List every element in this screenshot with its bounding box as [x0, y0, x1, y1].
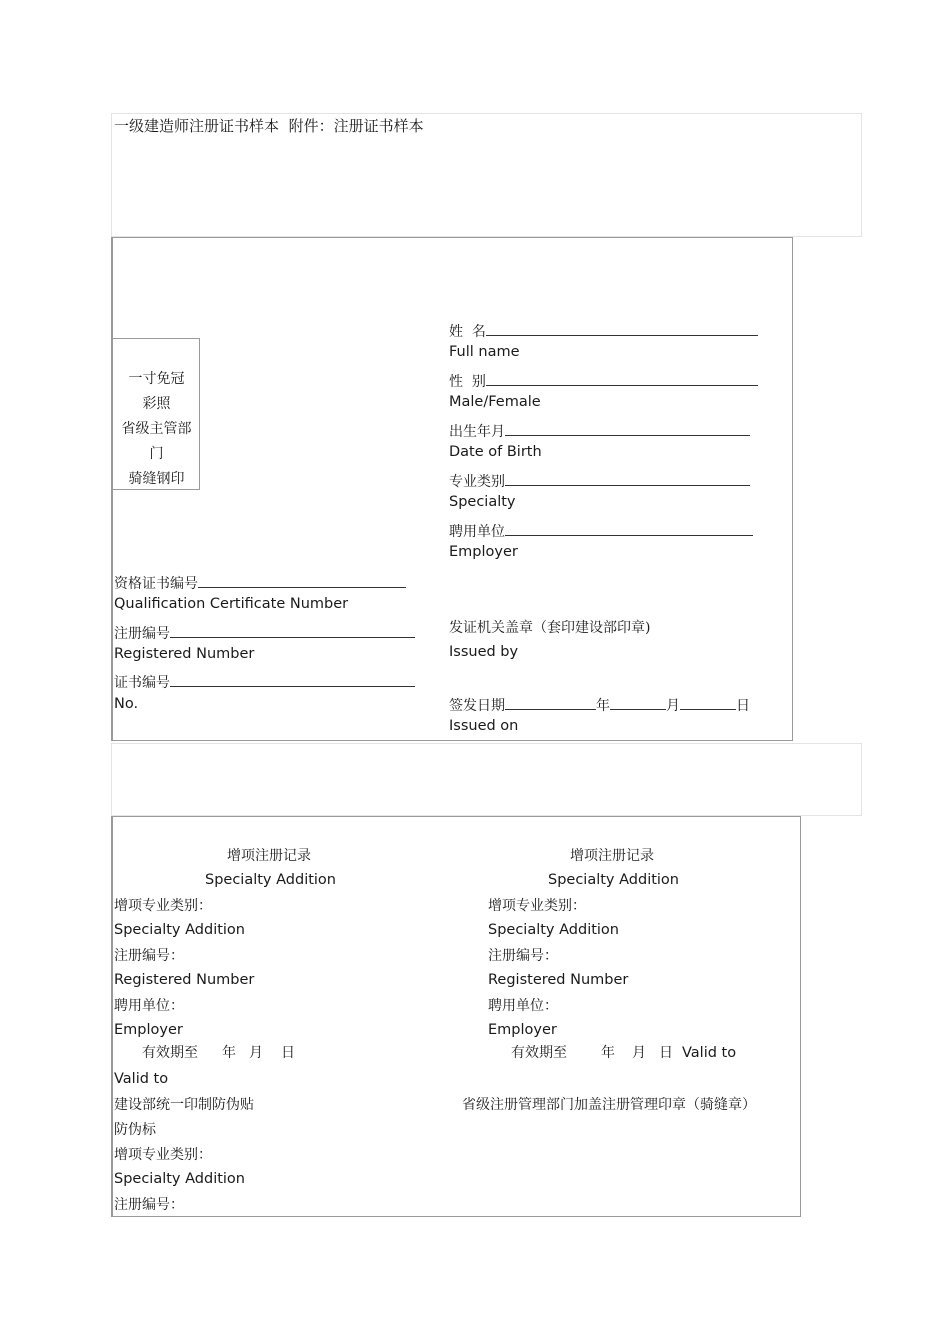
- separator-frame: [111, 743, 862, 816]
- addition-right-valid-en: Valid to: [682, 1045, 737, 1061]
- addition-right-month: 月: [632, 1045, 646, 1061]
- field-specialty-line: [505, 471, 750, 486]
- addition-left-regnum-cn: 注册编号：: [114, 948, 184, 964]
- addition-left-day: 日: [281, 1045, 295, 1061]
- issued-by-en: Issued by: [449, 644, 519, 660]
- photo-line-5: 骑缝钢印: [128, 471, 185, 487]
- field-qualification-line: [198, 573, 406, 588]
- addition-left-employer-en: Employer: [114, 1022, 183, 1038]
- issued-on-cn: [449, 695, 750, 713]
- field-name-en: Full name: [449, 344, 520, 360]
- field-sex-line: [486, 371, 758, 386]
- addition-left-specialty-en: Specialty Addition: [114, 922, 245, 938]
- addition-right-heading-cn: 增项注册记录: [570, 848, 654, 864]
- field-name-label: 姓 名: [449, 324, 486, 340]
- addition-left-regnum2-cn: 注册编号：: [114, 1197, 184, 1213]
- addition-right-specialty-en: Specialty Addition: [488, 922, 619, 938]
- addition-right-heading-en: Specialty Addition: [548, 872, 679, 888]
- field-employer-line: [505, 521, 753, 536]
- field-qualification-label: 资格证书编号: [114, 576, 198, 592]
- issued-on-label: 签发日期: [449, 698, 505, 714]
- addition-right-regnum-en: Registered Number: [488, 972, 629, 988]
- photo-box: [113, 338, 200, 490]
- addition-left-month: 月: [249, 1045, 263, 1061]
- issued-month-label: 月: [666, 698, 680, 714]
- addition-right-seal-cn: 省级注册管理部门加盖注册管理印章（骑缝章）: [462, 1097, 756, 1113]
- field-regnum-line: [170, 623, 415, 638]
- issued-on-en: Issued on: [449, 718, 519, 734]
- field-regnum-en: Registered Number: [114, 646, 255, 662]
- field-employer-cn: [449, 521, 753, 539]
- addition-right-valid-label: 有效期至: [511, 1045, 567, 1061]
- field-regnum-label: 注册编号: [114, 626, 170, 642]
- addition-right-day: 日: [659, 1045, 673, 1061]
- doc-subtitle: 附件：注册证书样本: [288, 117, 424, 135]
- issued-day-line: [680, 695, 736, 710]
- field-birth-en: Date of Birth: [449, 444, 542, 460]
- field-certno-cn: [114, 672, 415, 690]
- addition-right-employer-cn: 聘用单位：: [488, 998, 558, 1014]
- issued-year-line: [505, 695, 596, 710]
- addition-left-specialty-cn: 增项专业类别：: [114, 898, 212, 914]
- field-specialty-label: 专业类别: [449, 474, 505, 490]
- issued-year-label: 年: [596, 698, 610, 714]
- addition-right-year: 年: [601, 1045, 615, 1061]
- addition-left-valid-label: 有效期至: [142, 1045, 198, 1061]
- field-employer-label: 聘用单位: [449, 524, 505, 540]
- issued-by-cn: 发证机关盖章（套印建设部印章): [449, 620, 651, 636]
- field-specialty-cn: [449, 471, 750, 489]
- addition-right-employer-en: Employer: [488, 1022, 557, 1038]
- issued-month-line: [610, 695, 666, 710]
- field-certno-en: No.: [114, 696, 139, 712]
- field-name-line: [486, 321, 758, 336]
- addition-left-regnum-en: Registered Number: [114, 972, 255, 988]
- field-sex-cn: [449, 371, 758, 389]
- addition-right-specialty-cn: 增项专业类别：: [488, 898, 586, 914]
- field-birth-line: [505, 421, 750, 436]
- field-specialty-en: Specialty: [449, 494, 516, 510]
- addition-right-valid-cn: [511, 1046, 673, 1060]
- addition-left-heading-cn: 增项注册记录: [227, 848, 311, 864]
- addition-left-label-2: 防伪标: [114, 1122, 156, 1138]
- issued-day-label: 日: [736, 698, 750, 714]
- field-sex-en: Male/Female: [449, 394, 541, 410]
- field-birth-cn: [449, 421, 750, 439]
- addition-left-year: 年: [222, 1045, 236, 1061]
- addition-left-label-1: 建设部统一印制防伪贴: [114, 1097, 254, 1113]
- field-name-cn: [449, 321, 758, 339]
- field-qualification-en: Qualification Certificate Number: [114, 596, 349, 612]
- field-employer-en: Employer: [449, 544, 518, 560]
- addition-right-regnum-cn: 注册编号：: [488, 948, 558, 964]
- photo-line-1: 一寸免冠: [128, 371, 185, 387]
- field-certno-line: [170, 672, 415, 687]
- field-sex-label: 性 别: [449, 374, 486, 390]
- photo-line-4: 门: [149, 446, 164, 462]
- field-qualification-cn: [114, 573, 406, 591]
- photo-line-2: 彩照: [142, 396, 171, 412]
- field-certno-label: 证书编号: [114, 675, 170, 691]
- photo-line-3: 省级主管部: [121, 421, 192, 437]
- field-regnum-cn: [114, 623, 415, 641]
- addition-left-employer-cn: 聘用单位：: [114, 998, 184, 1014]
- addition-left-specialty2-en: Specialty Addition: [114, 1171, 245, 1187]
- addition-left-valid-cn: [142, 1046, 295, 1060]
- field-birth-label: 出生年月: [449, 424, 505, 440]
- page-title: [114, 119, 424, 134]
- addition-left-heading-en: Specialty Addition: [205, 872, 336, 888]
- addition-left-specialty2-cn: 增项专业类别：: [114, 1147, 212, 1163]
- doc-title: 一级建造师注册证书样本: [114, 117, 280, 135]
- addition-left-valid-en: Valid to: [114, 1071, 169, 1087]
